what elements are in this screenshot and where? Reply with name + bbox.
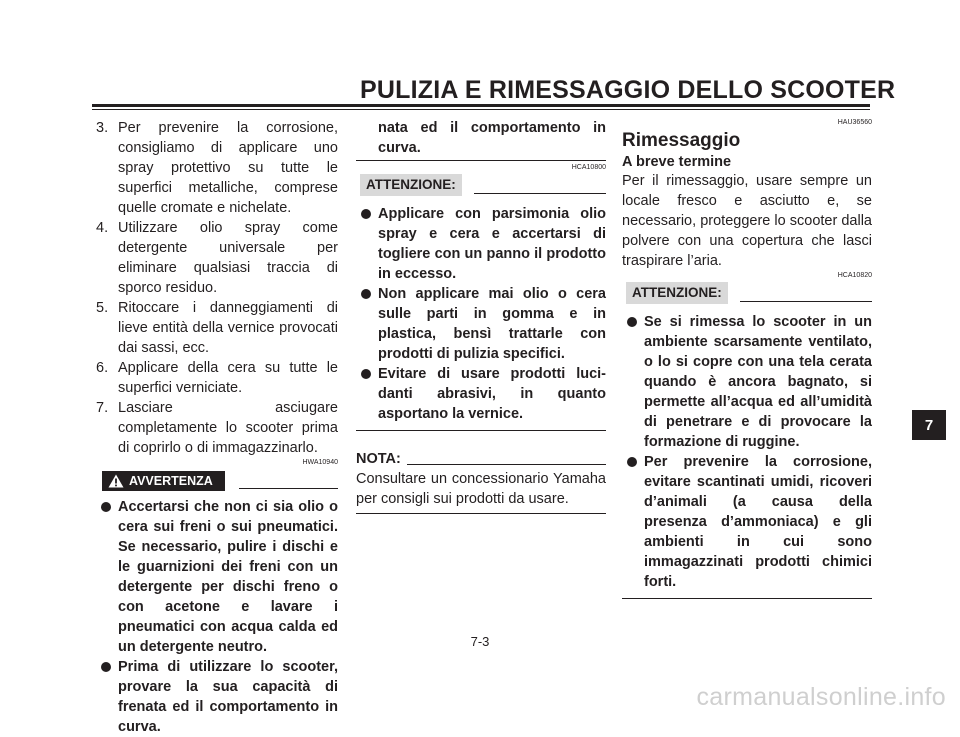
list-item: Evitare di usare prodotti luci-danti abrasivi, in quanto asportano la vernice. — [356, 364, 606, 424]
list-item: 4. Utilizzare olio spray come detergente universale per eliminare qualsiasi traccia di sporco residuo. — [96, 220, 338, 296]
bullet-icon — [627, 457, 637, 467]
page-number: 7-3 — [470, 634, 490, 649]
note-header — [356, 449, 606, 469]
list-item: 7. Lasciare asciugare completamente lo scooter prima di coprirlo o di immagazzinarlo. — [96, 400, 338, 456]
warning-header — [96, 469, 338, 491]
list-item: Applicare con parsimonia olio spray e cera e accertarsi di togliere con un panno il prodotto in eccesso. — [356, 204, 606, 284]
warning-label: AVVERTENZA — [129, 474, 213, 488]
bullet-icon — [361, 289, 371, 299]
list-item: Se si rimessa lo scooter in un ambiente scarsamente ventilato, o lo si copre con una tela cerata quando è ancora bagnato, si permette all’acqua ed all’umidità di penetrare e di provocare la formazione di ruggine. — [622, 312, 872, 452]
list-item: Accertarsi che non ci sia olio o cera sui freni o sui pneumatici. Se necessario, pulire i dischi e le guarnizioni dei freni con un detergente per dischi freno o con acetone e lavare i pneumatici con acqua calda ed un detergente neutro. — [96, 497, 338, 657]
header-rule-thin — [92, 109, 870, 110]
caution-list — [356, 204, 606, 431]
caution-header — [356, 174, 606, 196]
warning-code: HWA10940 — [302, 459, 338, 466]
list-item: 6. Applicare della cera su tutte le superfici verniciate. — [96, 360, 338, 396]
bullet-icon — [101, 502, 111, 512]
storage-paragraph: Per il rimessaggio, usare sempre un locale fresco e asciutto e, se necessario, proteggere lo scooter dalla polvere con una copertura che lasci traspirare l’aria. — [622, 173, 872, 269]
list-item: 3. Per prevenire la corrosione, consigliamo di applicare uno spray protettivo su tutte le superfici metalliche, comprese quelle cromate e nichelate. — [96, 120, 338, 216]
watermark: carmanualsonline.info — [696, 683, 946, 711]
section-title: Rimessaggio — [622, 130, 741, 151]
list-item: Non applicare mai olio o cera sulle parti in gomma e in plastica, bensì trattarle con prodotti di pulizia specifici. — [356, 284, 606, 364]
list-item: 5. Ritoccare i danneggiamenti di lieve entità della vernice provocati dai sassi, ecc. — [96, 300, 338, 356]
page-title: PULIZIA E RIMESSAGGIO DELLO SCOOTER — [360, 76, 896, 104]
warning-badge — [102, 471, 225, 491]
caution-code: HCA10800 — [571, 164, 606, 171]
caution-list — [622, 312, 872, 599]
list-item: Prima di utilizzare lo scooter, provare la sua capacità di frenata ed il comportamento in curva. — [96, 657, 338, 737]
cleaning-steps-list — [96, 118, 338, 458]
caution-rule — [740, 301, 872, 302]
bullet-icon — [101, 662, 111, 672]
caution-code: HCA10820 — [837, 272, 872, 279]
caution-badge: ATTENZIONE: — [360, 174, 462, 196]
caution-rule — [474, 193, 606, 194]
warning-triangle-icon — [108, 474, 124, 488]
chapter-tab: 7 — [912, 410, 946, 440]
caution-badge: ATTENZIONE: — [626, 282, 728, 304]
note-text: Consultare un concessionario Yamaha per consigli sui prodotti da usare. — [356, 469, 606, 514]
bullet-icon — [361, 209, 371, 219]
header-rule — [92, 104, 870, 107]
right-column — [622, 118, 872, 599]
middle-column — [356, 118, 606, 514]
warning-rule — [239, 488, 338, 489]
subsection-title: A breve termine — [622, 154, 732, 170]
list-item: Per prevenire la corrosione, evitare scantinati umidi, ricoveri d’animali (a causa della presenza d’ammoniaca) e gli ambienti in cui sono immagazzinati prodotti chimici forti. — [622, 452, 872, 592]
note-rule — [407, 464, 606, 465]
continued-warning-text: nata ed il comportamento in curva. — [356, 118, 606, 161]
section-code: HAU36560 — [837, 119, 872, 126]
bullet-icon — [627, 317, 637, 327]
note-label: NOTA: — [356, 451, 401, 467]
caution-header — [622, 282, 872, 304]
warning-list — [96, 497, 338, 737]
bullet-icon — [361, 369, 371, 379]
